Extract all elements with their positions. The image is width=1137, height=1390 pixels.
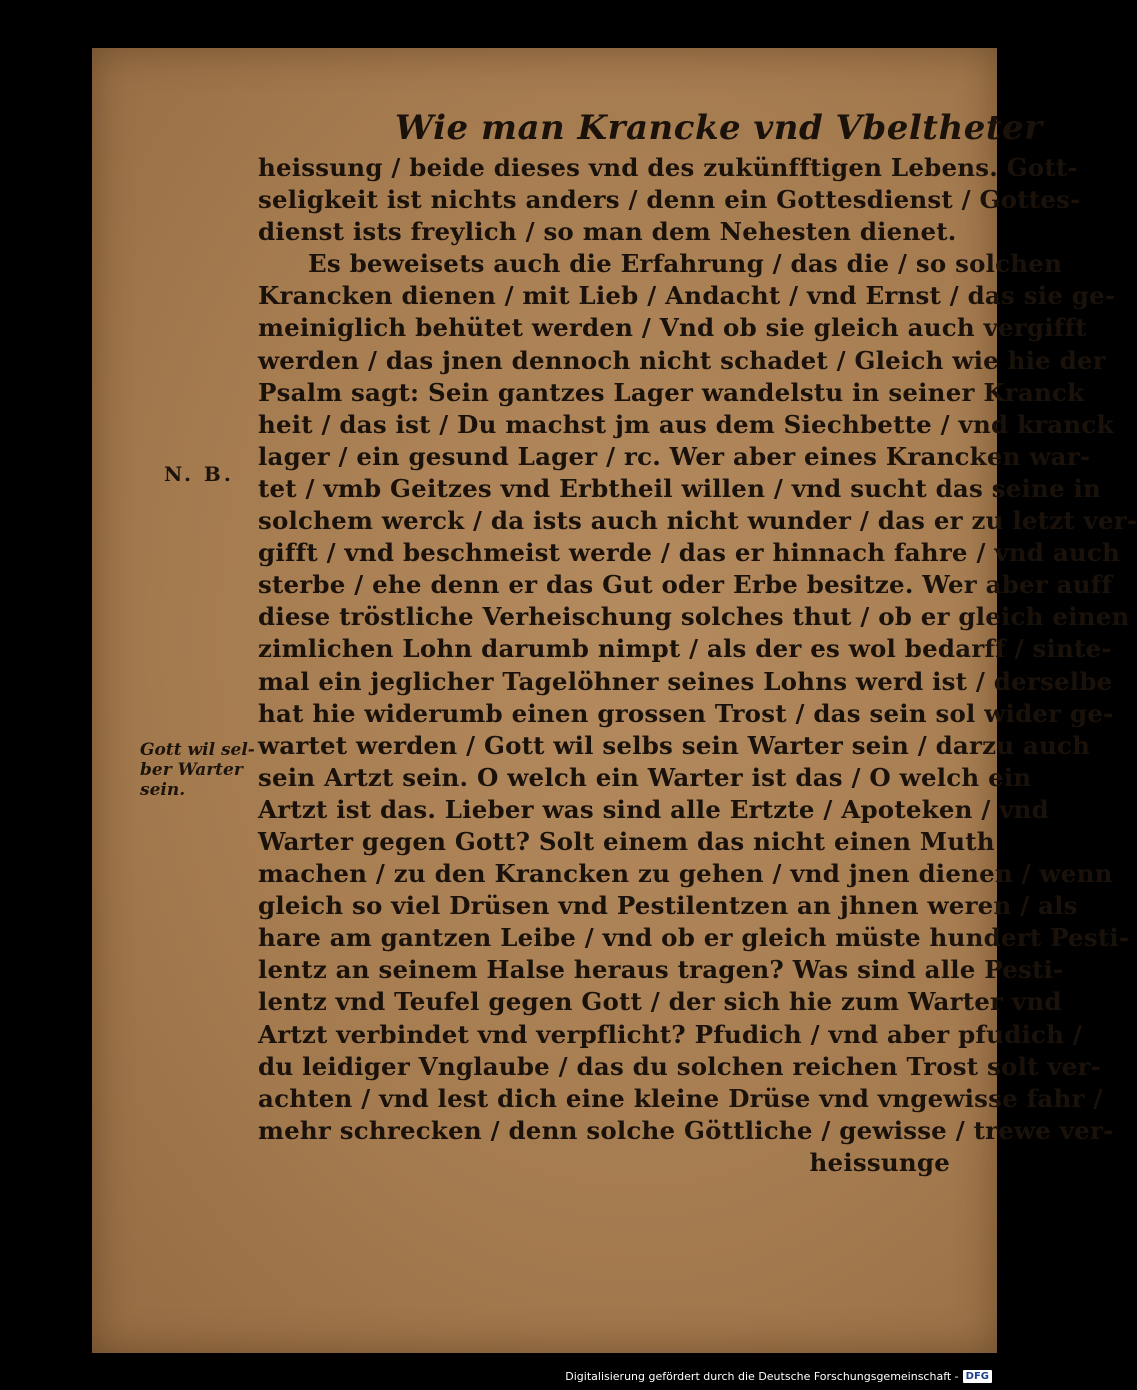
body-text (258, 152, 1137, 1179)
running-head: Wie man Krancke vnd Vbeltheter (395, 108, 1043, 148)
text-line: tet / vmb Geitzes vnd Erbtheil willen / vnd sucht das seine in (258, 473, 1102, 503)
text-line: seligkeit ist nichts anders / denn ein Gottesdienst / Gottes- (258, 185, 1081, 215)
marginal-note-line: ber Warter (140, 760, 243, 780)
text-line: dienst ists freylich / so man dem Nehesten dienet. (258, 217, 957, 247)
catchword: heissunge (809, 1147, 950, 1177)
marginal-note (140, 740, 255, 800)
text-line: wartet werden / Gott wil selbs sein Warter sein / darzu auch (258, 730, 1091, 760)
text-line: gifft / vnd beschmeist werde / das er hinnach fahre / vnd auch (258, 538, 1121, 568)
marginal-note-line: Gott wil sel- (140, 740, 255, 760)
text-line: lentz an seinem Halse heraus tragen? Was sind alle Pesti- (258, 955, 1064, 985)
text-line: meiniglich behütet werden / Vnd ob sie gleich auch vergifft (258, 313, 1087, 343)
marginal-note-line: sein. (140, 780, 186, 800)
text-line: diese tröstliche Verheischung solches thut / ob er gleich einen (258, 602, 1130, 632)
footer-text: Digitalisierung gefördert durch die Deutsche Forschungsgemeinschaft - (565, 1369, 959, 1383)
dfg-logo: DFG (963, 1370, 992, 1383)
text-line: hare am gantzen Leibe / vnd ob er gleich müste hundert Pesti- (258, 923, 1130, 953)
text-line: lager / ein gesund Lager / rc. Wer aber eines Krancken war- (258, 441, 1091, 471)
text-line: Psalm sagt: Sein gantzes Lager wandelstu in seiner Kranck (258, 377, 1085, 407)
text-line: gleich so viel Drüsen vnd Pestilentzen an jhnen weren / als (258, 891, 1078, 921)
text-line: mehr schrecken / denn solche Göttliche / gewisse / trewe ver- (258, 1115, 1114, 1145)
text-line: machen / zu den Krancken zu gehen / vnd jnen dienen / wenn (258, 859, 1113, 889)
text-line: hat hie widerumb einen grossen Trost / das sein sol wider ge- (258, 698, 1114, 728)
footer-credit (565, 1368, 992, 1384)
text-line: Artzt ist das. Lieber was sind alle Ertzte / Apoteken / vnd (258, 794, 1050, 824)
text-line: solchem werck / da ists auch nicht wunder / das er zu letzt ver- (258, 506, 1137, 536)
marginal-nota-bene: N. B. (164, 462, 234, 486)
text-line: Krancken dienen / mit Lieb / Andacht / vnd Ernst / das sie ge- (258, 281, 1116, 311)
text-line: Artzt verbindet vnd verpflicht? Pfudich / vnd aber pfudich / (258, 1019, 1083, 1049)
text-line: mal ein jeglicher Tagelöhner seines Lohns werd ist / derselbe (258, 666, 1113, 696)
text-line: achten / vnd lest dich eine kleine Drüse vnd vngewisse fahr / (258, 1083, 1103, 1113)
text-line: heissung / beide dieses vnd des zukünfftigen Lebens. Gott- (258, 153, 1078, 182)
text-line: sterbe / ehe denn er das Gut oder Erbe besitze. Wer aber auff (258, 570, 1113, 600)
text-line: lentz vnd Teufel gegen Gott / der sich hie zum Warter vnd (258, 987, 1062, 1017)
text-line: zimlichen Lohn darumb nimpt / als der es wol bedarff / sinte- (258, 634, 1112, 664)
text-line: werden / das jnen dennoch nicht schadet / Gleich wie hie der (258, 345, 1106, 375)
text-line: Es beweisets auch die Erfahrung / das die / so solchen (308, 249, 1063, 279)
text-line: heit / das ist / Du machst jm aus dem Siechbette / vnd kranck (258, 409, 1114, 439)
text-line: Warter gegen Gott? Solt einem das nicht einen Muth (258, 826, 995, 856)
text-line: du leidiger Vnglaube / das du solchen reichen Trost solt ver- (258, 1051, 1102, 1081)
text-line: sein Artzt sein. O welch ein Warter ist das / O welch ein (258, 762, 1032, 792)
